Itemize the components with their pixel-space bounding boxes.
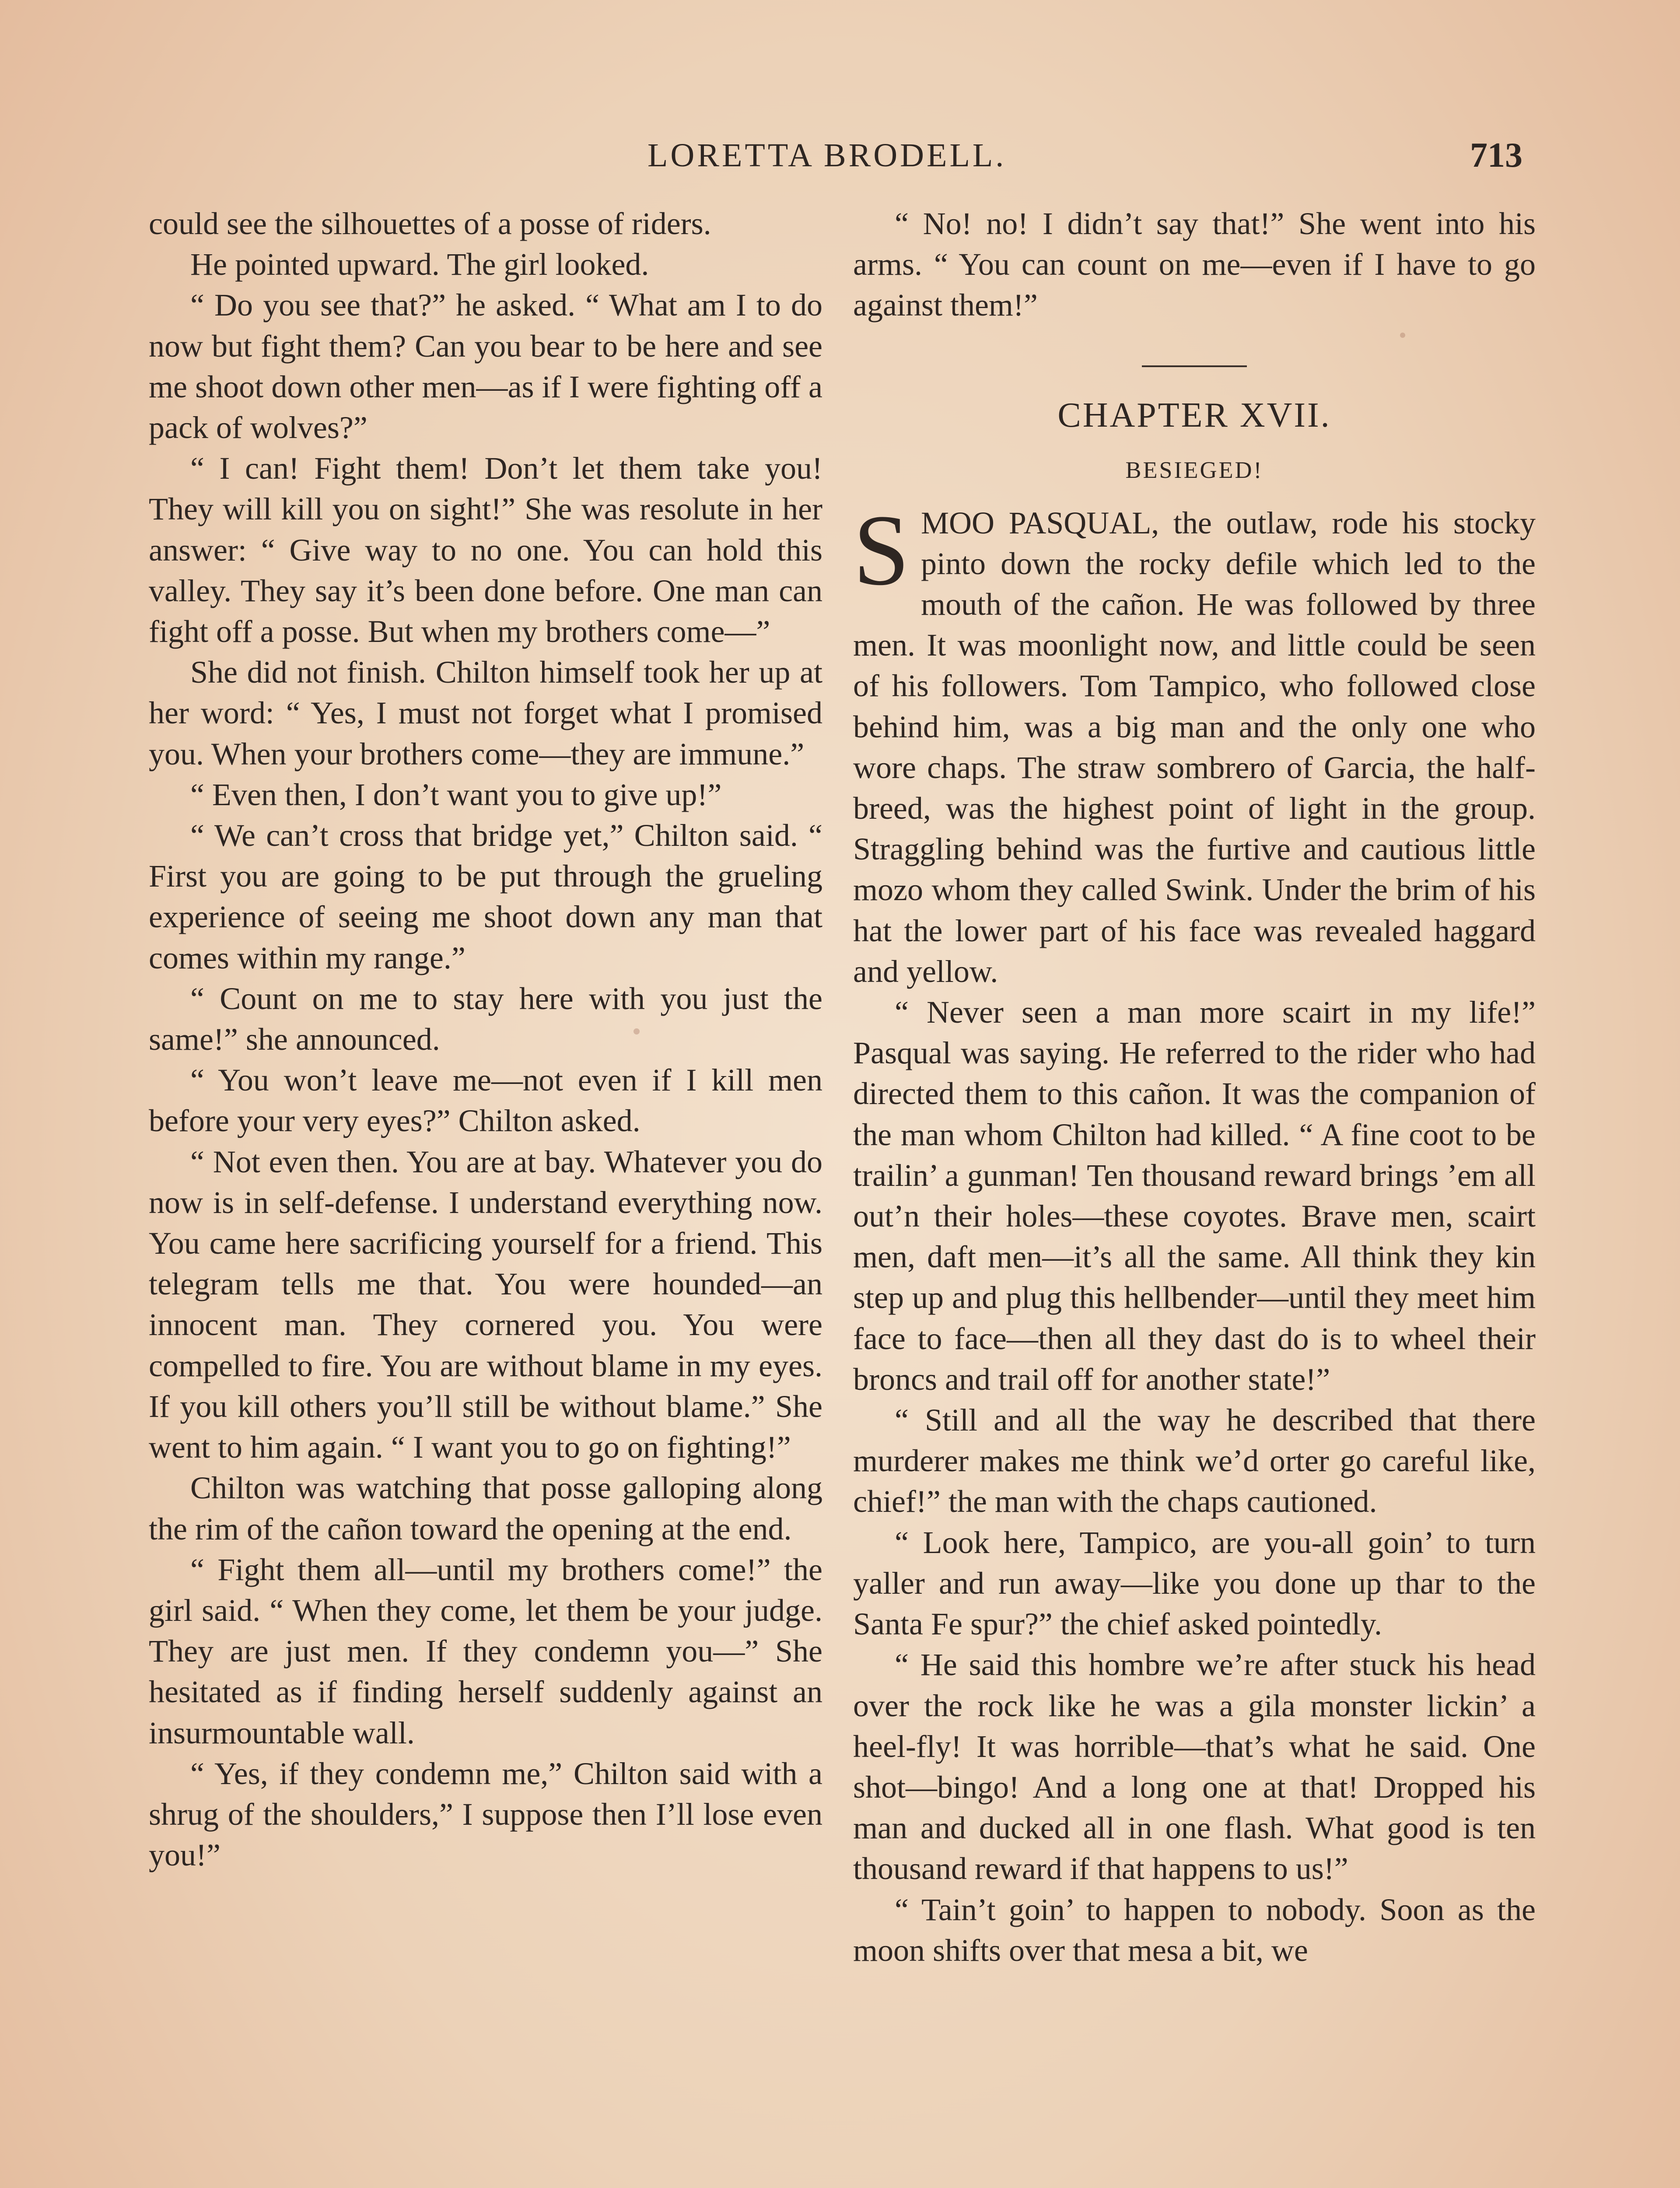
- paragraph: “ Even then, I don’t want you to give up!”: [190, 777, 722, 812]
- paragraph-text: MOO PASQUAL, the outlaw, rode his stocky pinto down the rocky defile which led to the mouth of the cañon. He was followed by three men. It was moonlight now, and little could be seen of his followers. Tom Tampico, who followed close behind him, was a big man and the only one who wore chaps. The straw sombrero of Garcia, the half-breed, was the highest point of light in the group. Straggling behind was the furtive and cautious little mozo whom they called Swink. Under the brim of his hat the lower part of his face was revealed haggard and yellow.: [853, 505, 1536, 989]
- drop-cap: S: [853, 494, 910, 607]
- paragraph: “ Do you see that?” he asked. “ What am I to do now but fight them? Can you bear to be here and see me shoot down other men—as if I were fighting off a pack of wolves?”: [149, 288, 822, 445]
- paragraph: She did not finish. Chilton himself took her up at her word: “ Yes, I must not forget what I promised you. When your brothers come—they are immune.”: [149, 655, 822, 771]
- paragraph: “ We can’t cross that bridge yet,” Chilton said. “ First you are going to be put through the grueling experience of seeing me shoot down any man that comes within my range.”: [149, 818, 822, 975]
- paragraph: “ Fight them all—until my brothers come!” the girl said. “ When they come, let them be your judge. They are just men. If they condemn you—” She hesitated as if finding herself suddenly against an insurmountable wall.: [149, 1552, 822, 1750]
- paragraph: “ Not even then. You are at bay. Whatever you do now is in self-defense. I understand everything now. You came here sacrificing yourself for a friend. This telegram tells me that. You were hounded—an innocent man. They cornered you. You were compelled to fire. You are without blame in my eyes. If you kill others you’ll still be without blame.” She went to him again. “ I want you to go on fighting!”: [149, 1144, 822, 1465]
- paragraph: “ You won’t leave me—not even if I kill men before your very eyes?” Chilton asked.: [149, 1062, 822, 1139]
- paragraph: “ Look here, Tampico, are you-all goin’ to turn yaller and run away—like you done up thar to the Santa Fe spur?” the chief asked pointedly.: [853, 1525, 1536, 1642]
- paragraph: “ No! no! I didn’t say that!” She went into his arms. “ You can count on me—even if I have to go against them!”: [853, 206, 1536, 323]
- chapter-title: CHAPTER XVII.: [1057, 396, 1331, 435]
- running-title: LORETTA BRODELL.: [648, 137, 1007, 174]
- left-column: [149, 203, 822, 1876]
- paragraph: “ He said this hombre we’re after stuck his head over the rock like he was a gila monster lickin’ a heel-fly! It was horrible—that’s what he said. One shot—bingo! And a long one at that! Dropped his man and ducked all in one flash. What good is ten thousand reward if that happens to us!”: [853, 1647, 1536, 1886]
- section-divider: [1142, 365, 1247, 367]
- paragraph: could see the silhouettes of a posse of riders.: [149, 206, 711, 241]
- chapter-subtitle: BESIEGED!: [1125, 456, 1264, 483]
- page-header: [0, 131, 1680, 179]
- right-column: [853, 203, 1536, 1971]
- chapter-opening-paragraph: [853, 494, 1536, 992]
- paragraph: “ Never seen a man more scairt in my life!” Pasqual was saying. He referred to the rider who had directed them to this cañon. It was the companion of the man whom Chilton had killed. “ A fine coot to be trailin’ a gunman! Ten thousand reward brings ’em all out’n their holes—these coyotes. Brave men, scairt men, daft men—it’s all the same. All think they kin step up and plug this hellbender—until they meet him face to face—then all they dast do is to wheel their broncs and trail off for another state!”: [853, 995, 1536, 1397]
- paragraph: Chilton was watching that posse galloping along the rim of the cañon toward the opening at the end.: [149, 1470, 822, 1546]
- paragraph: “ I can! Fight them! Don’t let them take you! They will kill you on sight!” She was resolute in her answer: “ Give way to no one. You can hold this valley. They say it’s been done before. One man can fight off a posse. But when my brothers come—”: [149, 451, 822, 649]
- paragraph: “ Still and all the way he described that there murderer makes me think we’d orter go careful like, chief!” the man with the chaps cautioned.: [853, 1403, 1536, 1519]
- paragraph: “ Yes, if they condemn me,” Chilton said with a shrug of the shoulders,” I suppose then I’ll lose even you!”: [149, 1756, 822, 1873]
- paragraph: He pointed upward. The girl looked.: [190, 247, 649, 282]
- paragraph: “ Tain’t goin’ to happen to nobody. Soon as the moon shifts over that mesa a bit, we: [853, 1892, 1536, 1968]
- page-number: 713: [1470, 136, 1522, 175]
- paragraph: “ Count on me to stay here with you just the same!” she announced.: [149, 981, 822, 1057]
